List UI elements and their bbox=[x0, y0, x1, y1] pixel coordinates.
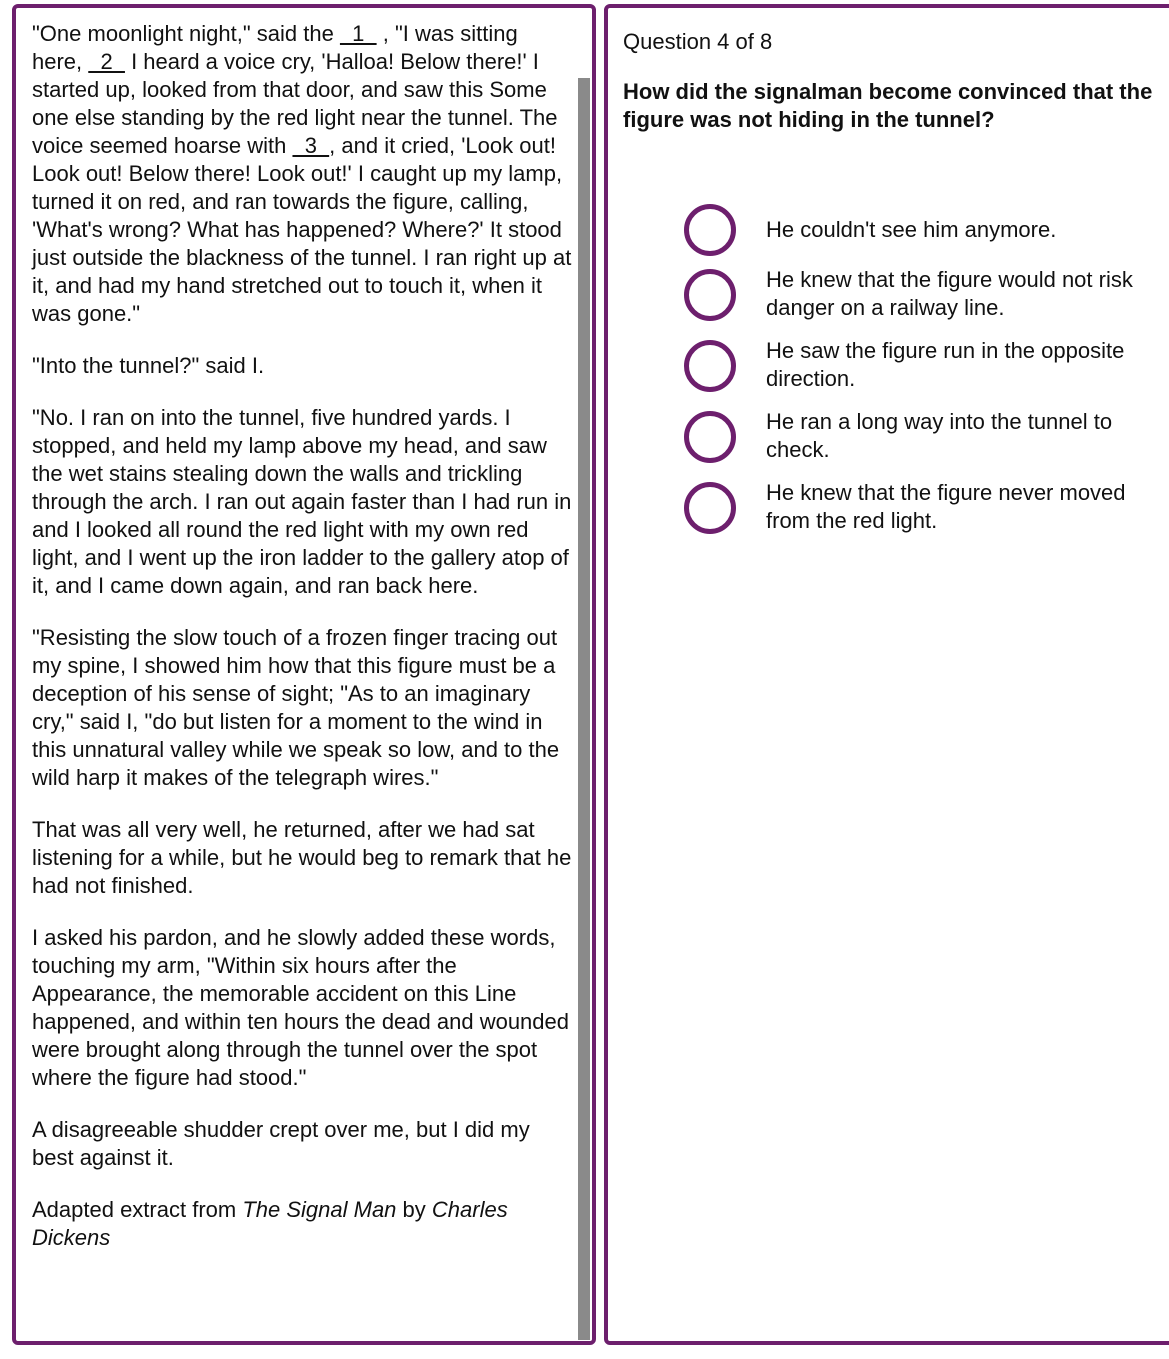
passage-paragraph-5: That was all very well, he returned, after we had sat listening for a while, but he would beg to remark that he had not finished. bbox=[32, 817, 572, 898]
question-text: How did the signalman become convinced that the figure was not hiding in the tunnel? bbox=[623, 79, 1153, 132]
passage-paragraph-1 bbox=[32, 20, 572, 328]
answer-option-label: He knew that the figure never moved from the red light. bbox=[766, 480, 1126, 533]
passage-paragraph-4: "Resisting the slow touch of a frozen finger tracing out my spine, I showed him how that this figure must be a deception of his sense of sight; "As to an imaginary cry," said I, "do but listen for a moment to the wind in this unnatural valley while we speak so low, and to the wild harp it makes of the telegraph wires." bbox=[32, 625, 560, 790]
radio-button-icon[interactable] bbox=[684, 411, 736, 463]
answer-option-4[interactable] bbox=[684, 408, 1169, 479]
passage-text: "One moonlight night," said the bbox=[32, 21, 340, 46]
radio-button-icon[interactable] bbox=[684, 340, 736, 392]
passage-text: , "I was sitting here, bbox=[32, 21, 518, 74]
answer-option-3[interactable] bbox=[684, 337, 1169, 408]
passage-content bbox=[16, 8, 586, 1341]
passage-paragraph-3: "No. I ran on into the tunnel, five hundred yards. I stopped, and held my lamp above my head, and saw the wet stains stealing down the walls and trickling through the arch. I ran out again faster than I had run in and I looked all round the red light with my own red light, and I went up the iron ladder to the gallery atop of it, and I came down again, and ran back here. bbox=[32, 405, 572, 598]
passage-text: , and it cried, 'Look out! Look out! Below there! Look out!' I caught up my lamp, turned it on red, and ran towards the figure, calling, 'What's wrong? What has happened? Where?' It stood just outside the blackness of the tunnel. I ran right up at it, and had my hand stretched out to touch it, when it was gone." bbox=[32, 133, 572, 326]
question-counter: Question 4 of 8 bbox=[623, 29, 773, 54]
answer-option-label: He ran a long way into the tunnel to check. bbox=[766, 409, 1113, 462]
radio-button-icon[interactable] bbox=[684, 482, 736, 534]
answer-option-label: He knew that the figure would not risk danger on a railway line. bbox=[766, 267, 1133, 320]
radio-button-icon[interactable] bbox=[684, 269, 736, 321]
answer-option-1[interactable] bbox=[684, 194, 1169, 266]
passage-panel bbox=[12, 4, 596, 1345]
source-author: Charles Dickens bbox=[32, 1197, 508, 1250]
passage-paragraph-7: A disagreeable shudder crept over me, but I did my best against it. bbox=[32, 1117, 530, 1170]
question-panel bbox=[604, 4, 1169, 1345]
source-prefix: Adapted extract from bbox=[32, 1197, 243, 1222]
passage-paragraph-6: I asked his pardon, and he slowly added these words, touching my arm, "Within six hours after the Appearance, the memorable accident on this Line happened, and within ten hours the dead and wounded were brought along through the tunnel over the spot where the figure had stood." bbox=[32, 925, 569, 1090]
answer-options bbox=[684, 194, 1169, 550]
source-by: by bbox=[396, 1197, 432, 1222]
radio-button-icon[interactable] bbox=[684, 204, 736, 256]
passage-source bbox=[32, 1196, 572, 1252]
passage-paragraph-2: "Into the tunnel?" said I. bbox=[32, 353, 265, 378]
blank-2: 2 bbox=[88, 49, 125, 74]
answer-option-5[interactable] bbox=[684, 479, 1169, 550]
answer-option-label: He saw the figure run in the opposite direction. bbox=[766, 338, 1125, 391]
answer-option-2[interactable] bbox=[684, 266, 1169, 337]
answer-option-label: He couldn't see him anymore. bbox=[766, 217, 1057, 242]
passage-text: I heard a voice cry, 'Halloa! Below there!' I started up, looked from that door, and saw this Some one else standing by the red light near the tunnel. The voice seemed hoarse with bbox=[32, 49, 558, 158]
source-title: The Signal Man bbox=[242, 1197, 397, 1222]
blank-1: 1 bbox=[339, 21, 377, 46]
blank-3: 3 bbox=[292, 133, 330, 158]
scrollbar-thumb[interactable] bbox=[578, 78, 590, 1340]
